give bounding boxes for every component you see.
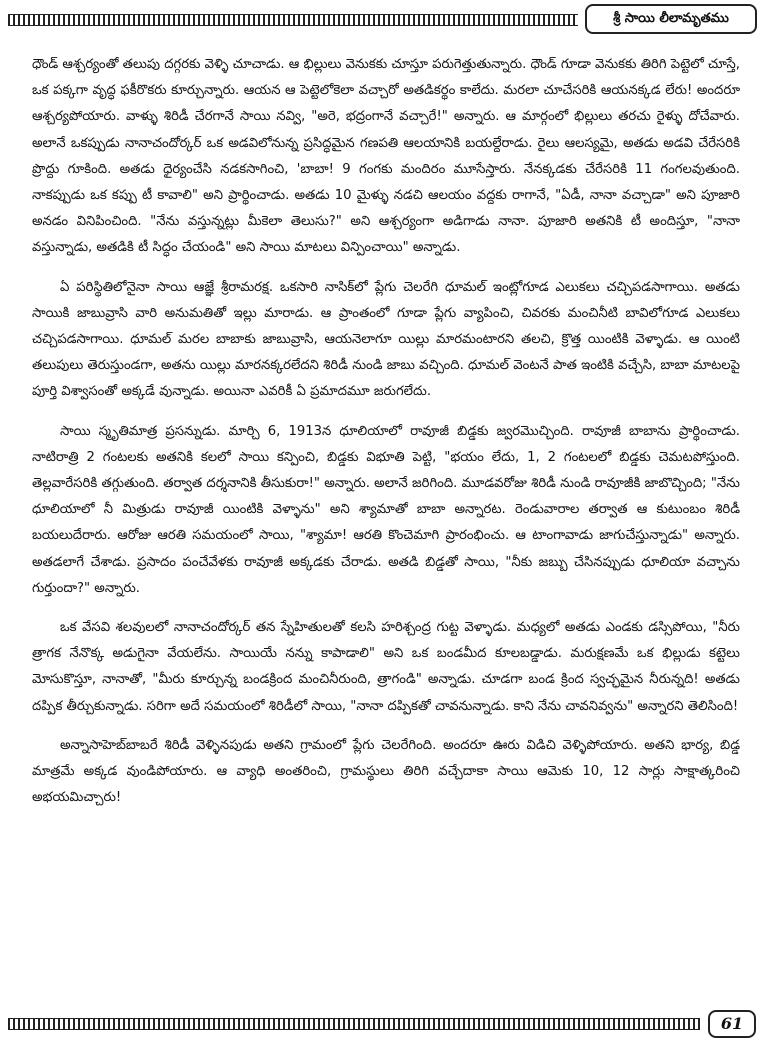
paragraph-1: ధౌండ్ ఆశ్చర్యంతో తలుపు దగ్గరకు వెళ్ళి చూచాడు. ఆ భిల్లులు వెనుకకు చూస్తూ పరుగెత్తుతున్నారు. ధౌండ్ గూడా వెనుకకు తిరిగి పెట్టెలో చూస్తే, ఒక పక్కగా వృద్ధ ఫకీరొకరు కూర్చున్నారు. ఆయన ఆ పెట్టెలోకెలా వచ్చారో అతడికర్థం కాలేదు. మరలా చూచేసరికి ఆయనక్కడ లేరు! అందరూ ఆశ్చర్యపోయారు. వాళ్ళు శిరిడీ చేరగానే సాయి నవ్వి, "అరె, భద్రంగానే వచ్చారే!" అన్నారు. ఆ మార్గంలో భిల్లులు తరచు రైళ్ళు దోచేవారు. అలానే ఒకప్పుడు నానాచందోర్కర్ ఒక అడవిలోనున్న ప్రసిద్ధమైన గణపతి ఆలయానికి బయల్దేరాడు. రైలు ఆలస్యమై, అతడు అడవి చేరేసరికి ప్రొద్దు గూకింది. అతడు ధైర్యంచేసి నడకసాగించి, 'బాబా! 9 గంగకు మందిరం మూసేస్తారు. నేనక్కడకు చేరేసరికి 11 గంగలవుతుంది. నాకప్పుడు ఒక కప్పు టీ కావాలి" అని ప్రార్థించాడు. అతడు 10 మైళ్ళు నడచి ఆలయం వద్దకు రాగానే, "ఏడీ, నానా వచ్చాడా" అని పూజారి అనడం వినిపించింది. "నేను వస్తున్నట్లు మీకెలా తెలుసు?" అని ఆశ్చర్యంగా అడిగాడు నానా. పూజారి అతనికి టీ అందిస్తూ, "నానా వస్తున్నాడు, అతడికి టీ సిద్ధం చేయండి" అని సాయి మాటలు విన్పించాయి" అన్నాడు. xyxy=(32,57,740,256)
paragraph-5: అన్నాసాహెబ్‌బాబరే శిరిడీ వెళ్ళినపుడు అతని గ్రామంలో ప్లేగు చెలరేగింది. అందరూ ఊరు విడిచి వెళ్ళిపోయారు. అతని భార్య, బిడ్డ మాత్రమే అక్కడ వుండిపోయారు. ఆ వ్యాధి అంతరించి, గ్రామస్థులు తిరిగి వచ్చేదాకా సాయి ఆమెకు 10, 12 సార్లు సాక్షాత్కరించి అభయమిచ్చారు! xyxy=(32,737,740,806)
book-title-badge: శ్రీ సాయి లీలామృతము xyxy=(585,4,757,34)
paragraph-4: ఒక వేసవి శలవులలో నానాచందోర్కర్ తన స్నేహితులతో కలసి హరిశ్చంద్ర గుట్ట వెళ్ళాడు. మధ్యలో అతడు ఎండకు డస్సిపోయి, "నీరు త్రాగక నేనొక్క అడుగైనా వేయలేను. సాయియే నన్ను కాపాడాలి" అని ఒక బండమీద కూలబడ్డాడు. మరుక్షణమే ఒక భిల్లుడు కట్టెలు మోసుకొస్తూ, నానాతో, "మీరు కూర్చున్న బండక్రింద మంచినీరుంది, త్రాగండి" అన్నాడు. చూడగా బండ క్రింద స్వచ్ఛమైన నీరున్నది! అతడు దప్పిక తీర్చుకున్నాడు. సరిగా అదే సమయంలో శిరిడీలో సాయి, "నానా దప్పికతో చావనున్నాడు. కాని నేను చావనివ్వను" అన్నారని తెలిసింది! xyxy=(32,620,740,714)
paragraph-2: ఏ పరిస్థితిలోనైనా సాయి ఆజ్ఞే శ్రీరామరక్ష. ఒకసారి నాసిక్‌లో ప్లేగు చెలరేగి ధూమల్ ఇంట్లోగూడ ఎలుకలు చచ్చిపడసాగాయి. అతడు సాయికి జాబువ్రాసి వారి అనుమతితో ఇల్లు మారాడు. ఆ ప్రాంతంలో గూడా ప్లేగు వ్యాపించి, చివరకు మంచినీటి బావిలోగూడ ఎలుకలు చచ్చిపడసాగాయి. ధూమల్ మరల బాబాకు జాబువ్రాసి, ఆయనెలాగూ యిల్లు మారమంటారని తలచి, క్రొత్త యింటికి వెళ్ళాడు. ఆ యింటి తలుపులు తెరుస్తుండగా, అతను యిల్లు మారనక్కరలేదని శిరిడీ నుండి జాబు వచ్చింది. ధూమల్ వెంటనే పాత ఇంటికి వచ్చేసి, బాబా మాటలపై పూర్తి విశ్వాసంతో అక్కడే వున్నాడు. అయినా ఎవరికీ ఏ ప్రమాదమూ జరుగలేదు. xyxy=(32,279,740,400)
paragraph-3: సాయి స్మృతిమాత్ర ప్రసన్నుడు. మార్చి 6, 1913న ధూలియాలో రావూజీ బిడ్డకు జ్వరమొచ్చింది. రావూజీ బాబాను ప్రార్థించాడు. నాటిరాత్రి 2 గంటలకు అతనికి కలలో సాయి కన్పించి, బిడ్డకు విభూతి పెట్టి, "భయం లేదు, 1, 2 గంటలలో బిడ్డకు చెమటపోస్తుంది. తెల్లవారేసరికి తగ్గుతుంది. తర్వాత దర్శనానికి తీసుకురా!" అన్నారు. అలానే జరిగింది. మూడవరోజు శిరిడీ నుండి రావూజీకి జాబొచ్చింది; "నేను ధూలియాలో నీ మిత్రుడు రావూజీ యింటికి వెళ్ళాను" అని శ్యామాతో బాబా అన్నారట. రెండువారాల తర్వాత ఆ కుటుంబం శిరిడీ బయలుదేరారు. ఆరోజు ఆరతి సమయంలో సాయి, "శ్యామా! ఆరతి కొంచెమాగి ప్రారంభించు. ఆ టాంగావాడు జాగుచేస్తున్నాడు" అన్నారు. అతడలాగే చేశాడు. ప్రసాదం పంచేవేళకు రావూజీ అక్కడకు చేరాడు. అతడి బిడ్డతో సాయి, "నీకు జబ్బు చేసినప్పుడు ధూలియా వచ్చాను గుర్తుందా?" అన్నారు. xyxy=(32,423,741,596)
page-content xyxy=(32,52,740,824)
bottom-decorative-border xyxy=(8,1018,700,1030)
page-number: 61 xyxy=(708,1010,756,1038)
top-decorative-border xyxy=(8,14,578,26)
